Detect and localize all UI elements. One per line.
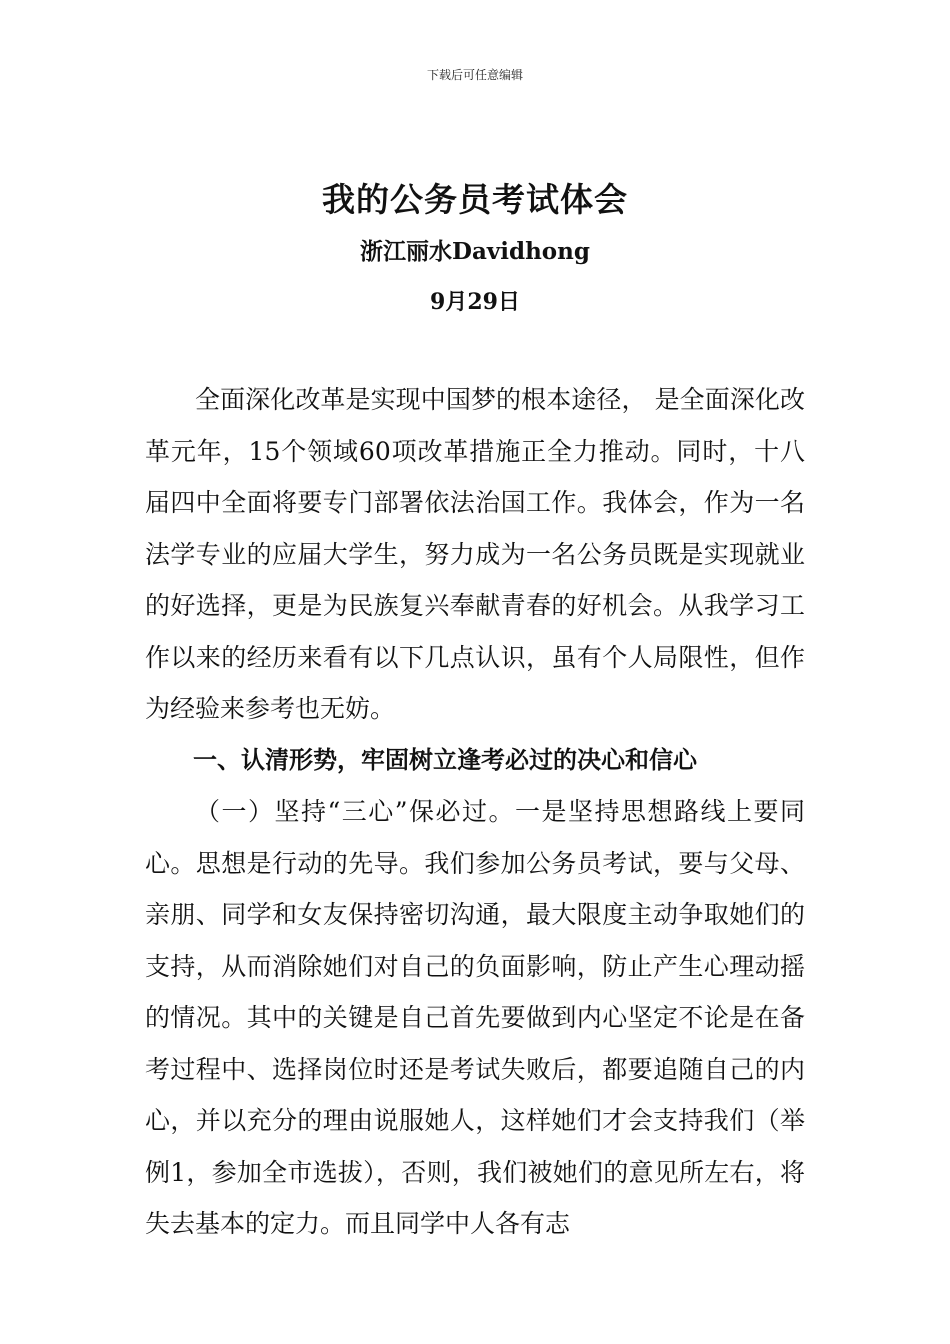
document-author: 浙江丽水Davidhong: [360, 238, 590, 265]
header-note: 下载后可任意编辑: [426, 68, 523, 82]
section-heading: 一、认清形势，牢固树立逢考必过的决心和信心: [193, 745, 697, 774]
document-date: 9月29日: [430, 289, 520, 315]
document-title: 我的公务员考试体会: [322, 180, 628, 219]
intro-paragraph: 全面深化改革是实现中国梦的根本途径， 是全面深化改革元年，15个领域60项改革措施正全力推动。同时，十八届四中全面将要专门部署依法治国工作。我体会，作为一名法学专业的应届大学生，努力成为一名公务员既是实现就业的好选择，更是为民族复兴奉献青春的好机会。从我学习工作以来的经历来看有以下几点认识，虽有个人局限性，但作为经验来参考也无妨。: [145, 385, 805, 723]
sub-section-paragraph: （一）坚持“三心”保必过。一是坚持思想路线上要同心。思想是行动的先导。我们参加公务员考试，要与父母、亲朋、同学和女友保持密切沟通，最大限度主动争取她们的支持，从而消除她们对自己的负面影响，防止产生心理动摇的情况。其中的关键是自己首先要做到内心坚定不论是在备考过程中、选择岗位时还是考试失败后，都要追随自己的内心，并以充分的理由说服她人，这样她们才会支持我们（举例1，参加全市选拔），否则，我们被她们的意见所左右，将失去基本的定力。而且同学中人各有志: [145, 797, 805, 1238]
document-body: [145, 374, 805, 1250]
